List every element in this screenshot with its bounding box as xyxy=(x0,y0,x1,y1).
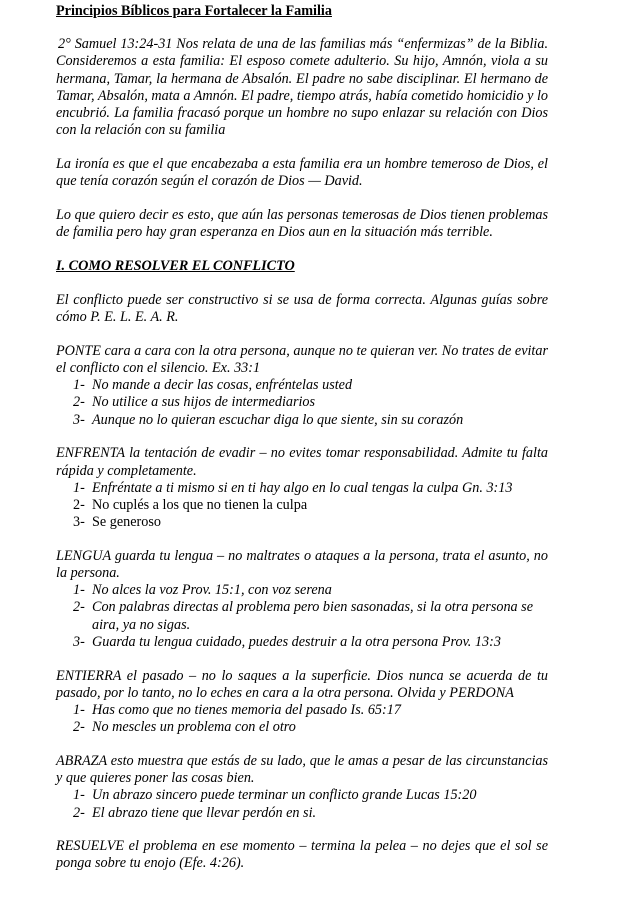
list-item-number: 2- xyxy=(73,804,85,821)
list-item-text: Guarda tu lengua cuidado, puedes destruir a la otra persona Prov. 13:3 xyxy=(92,633,501,650)
list-item-text: Se generoso xyxy=(92,514,161,531)
guide-list xyxy=(56,582,548,651)
list-item xyxy=(56,719,548,736)
intro-paragraph-samuel: 2° Samuel 13:24-31 Nos relata de una de las familias más “enfermizas” de la Biblia. Consideremos a esta familia: El esposo comete adulterio. Su hijo, Amnón, viola a su hermana, Tamar, la hermana de Absalón. El padre no sabe disciplinar. El hermano de Tamar, Absalón, mata a Amnón. El padre, tiempo atrás, había cometido homicidio y lo encubrió. La familia fracasó porque un hombre no supo enlazar su relación con Dios con la relación con su familia xyxy=(56,36,548,139)
guide-list xyxy=(56,702,548,736)
list-item xyxy=(56,599,548,633)
list-item-text: Aunque no lo quieran escuchar diga lo que siente, sin su corazón xyxy=(92,411,464,428)
intro-paragraph-hope: Lo que quiero decir es esto, que aún las personas temerosas de Dios tienen problemas de familia pero hay gran esperanza en Dios aun en la situación más terrible. xyxy=(56,206,548,241)
guide-block-text: PONTE cara a cara con la otra persona, aunque no te quieran ver. No trates de evitar el conflicto con el silencio. Ex. 33:1 xyxy=(56,342,548,377)
document-title: Principios Bíblicos para Fortalecer la Familia xyxy=(56,3,332,19)
intro-paragraph-irony: La ironía es que el que encabezaba a esta familia era un hombre temeroso de Dios, el que tenía corazón según el corazón de Dios — David. xyxy=(56,155,548,190)
list-item-number: 2- xyxy=(73,719,85,736)
list-item xyxy=(56,514,548,531)
list-item xyxy=(56,480,548,497)
list-item xyxy=(56,497,548,514)
guide-block-lengua xyxy=(56,548,548,651)
list-item-number: 3- xyxy=(73,514,85,531)
guide-block-entierra xyxy=(56,668,548,737)
list-item xyxy=(56,582,548,599)
guide-block-text: ABRAZA esto muestra que estás de su lado, que le amas a pesar de las circunstancias y que quieres poner las cosas bien. xyxy=(56,752,548,787)
section-lead-paragraph: El conflicto puede ser constructivo si se usa de forma correcta. Algunas guías sobre cómo P. E. L. E. A. R. xyxy=(56,291,548,326)
guide-block-resuelve: RESUELVE el problema en ese momento – termina la pelea – no dejes que el sol se ponga sobre tu enojo (Efe. 4:26). xyxy=(56,838,548,872)
guide-block-ponte xyxy=(56,343,548,429)
list-item-text: Con palabras directas al problema pero bien sasonadas, si la otra persona se aira, ya no sigas. xyxy=(92,599,533,633)
guide-block-abraza xyxy=(56,753,548,822)
list-item-number: 1- xyxy=(73,479,85,496)
guide-block-text: ENFRENTA la tentación de evadir – no evites tomar responsabilidad. Admite tu falta rápida y completamente. xyxy=(56,445,548,479)
list-item xyxy=(56,702,548,719)
list-item-number: 1- xyxy=(73,787,85,804)
list-item xyxy=(56,412,548,429)
guide-list xyxy=(56,480,548,532)
list-item xyxy=(56,634,548,651)
list-item-number: 3- xyxy=(73,411,85,428)
document-page xyxy=(56,3,548,873)
list-item xyxy=(56,394,548,411)
list-item-number: 1- xyxy=(73,702,85,718)
list-item-text: No utilice a sus hijos de intermediarios xyxy=(92,394,316,411)
list-item-text: El abrazo tiene que llevar perdón en si. xyxy=(92,804,317,821)
list-item-number: 3- xyxy=(73,633,85,650)
list-item-text: Has como que no tienes memoria del pasado Is. 65:17 xyxy=(92,702,401,718)
guide-list xyxy=(56,377,548,429)
list-item xyxy=(56,805,548,822)
list-item-number: 2- xyxy=(73,599,85,616)
guide-block-text: LENGUA guarda tu lengua – no maltrates o ataques a la persona, trata el asunto, no la persona. xyxy=(56,547,548,582)
list-item-number: 1- xyxy=(73,582,85,599)
guide-list xyxy=(56,787,548,821)
list-item-text: No cuplés a los que no tienen la culpa xyxy=(92,496,308,513)
list-item-text: Un abrazo sincero puede terminar un conflicto grande Lucas 15:20 xyxy=(92,787,477,804)
list-item-text: No mescles un problema con el otro xyxy=(92,719,296,736)
list-item-text: No mande a decir las cosas, enfréntelas usted xyxy=(92,377,353,394)
list-item xyxy=(56,377,548,394)
list-item-text: No alces la voz Prov. 15:1, con voz serena xyxy=(92,582,332,599)
list-item-text: Enfréntate a ti mismo si en ti hay algo en lo cual tengas la culpa Gn. 3:13 xyxy=(92,479,513,496)
guide-block-text: ENTIERRA el pasado – no lo saques a la superficie. Dios nunca se acuerda de tu pasado, por lo tanto, no lo eches en cara a la otra persona. Olvida y PERDONA xyxy=(56,667,548,701)
section-heading: I. COMO RESOLVER EL CONFLICTO xyxy=(56,257,295,274)
list-item xyxy=(56,787,548,804)
list-item-number: 2- xyxy=(73,394,85,411)
guide-block-enfrenta xyxy=(56,445,548,531)
list-item-number: 2- xyxy=(73,496,85,513)
list-item-number: 1- xyxy=(73,377,85,394)
